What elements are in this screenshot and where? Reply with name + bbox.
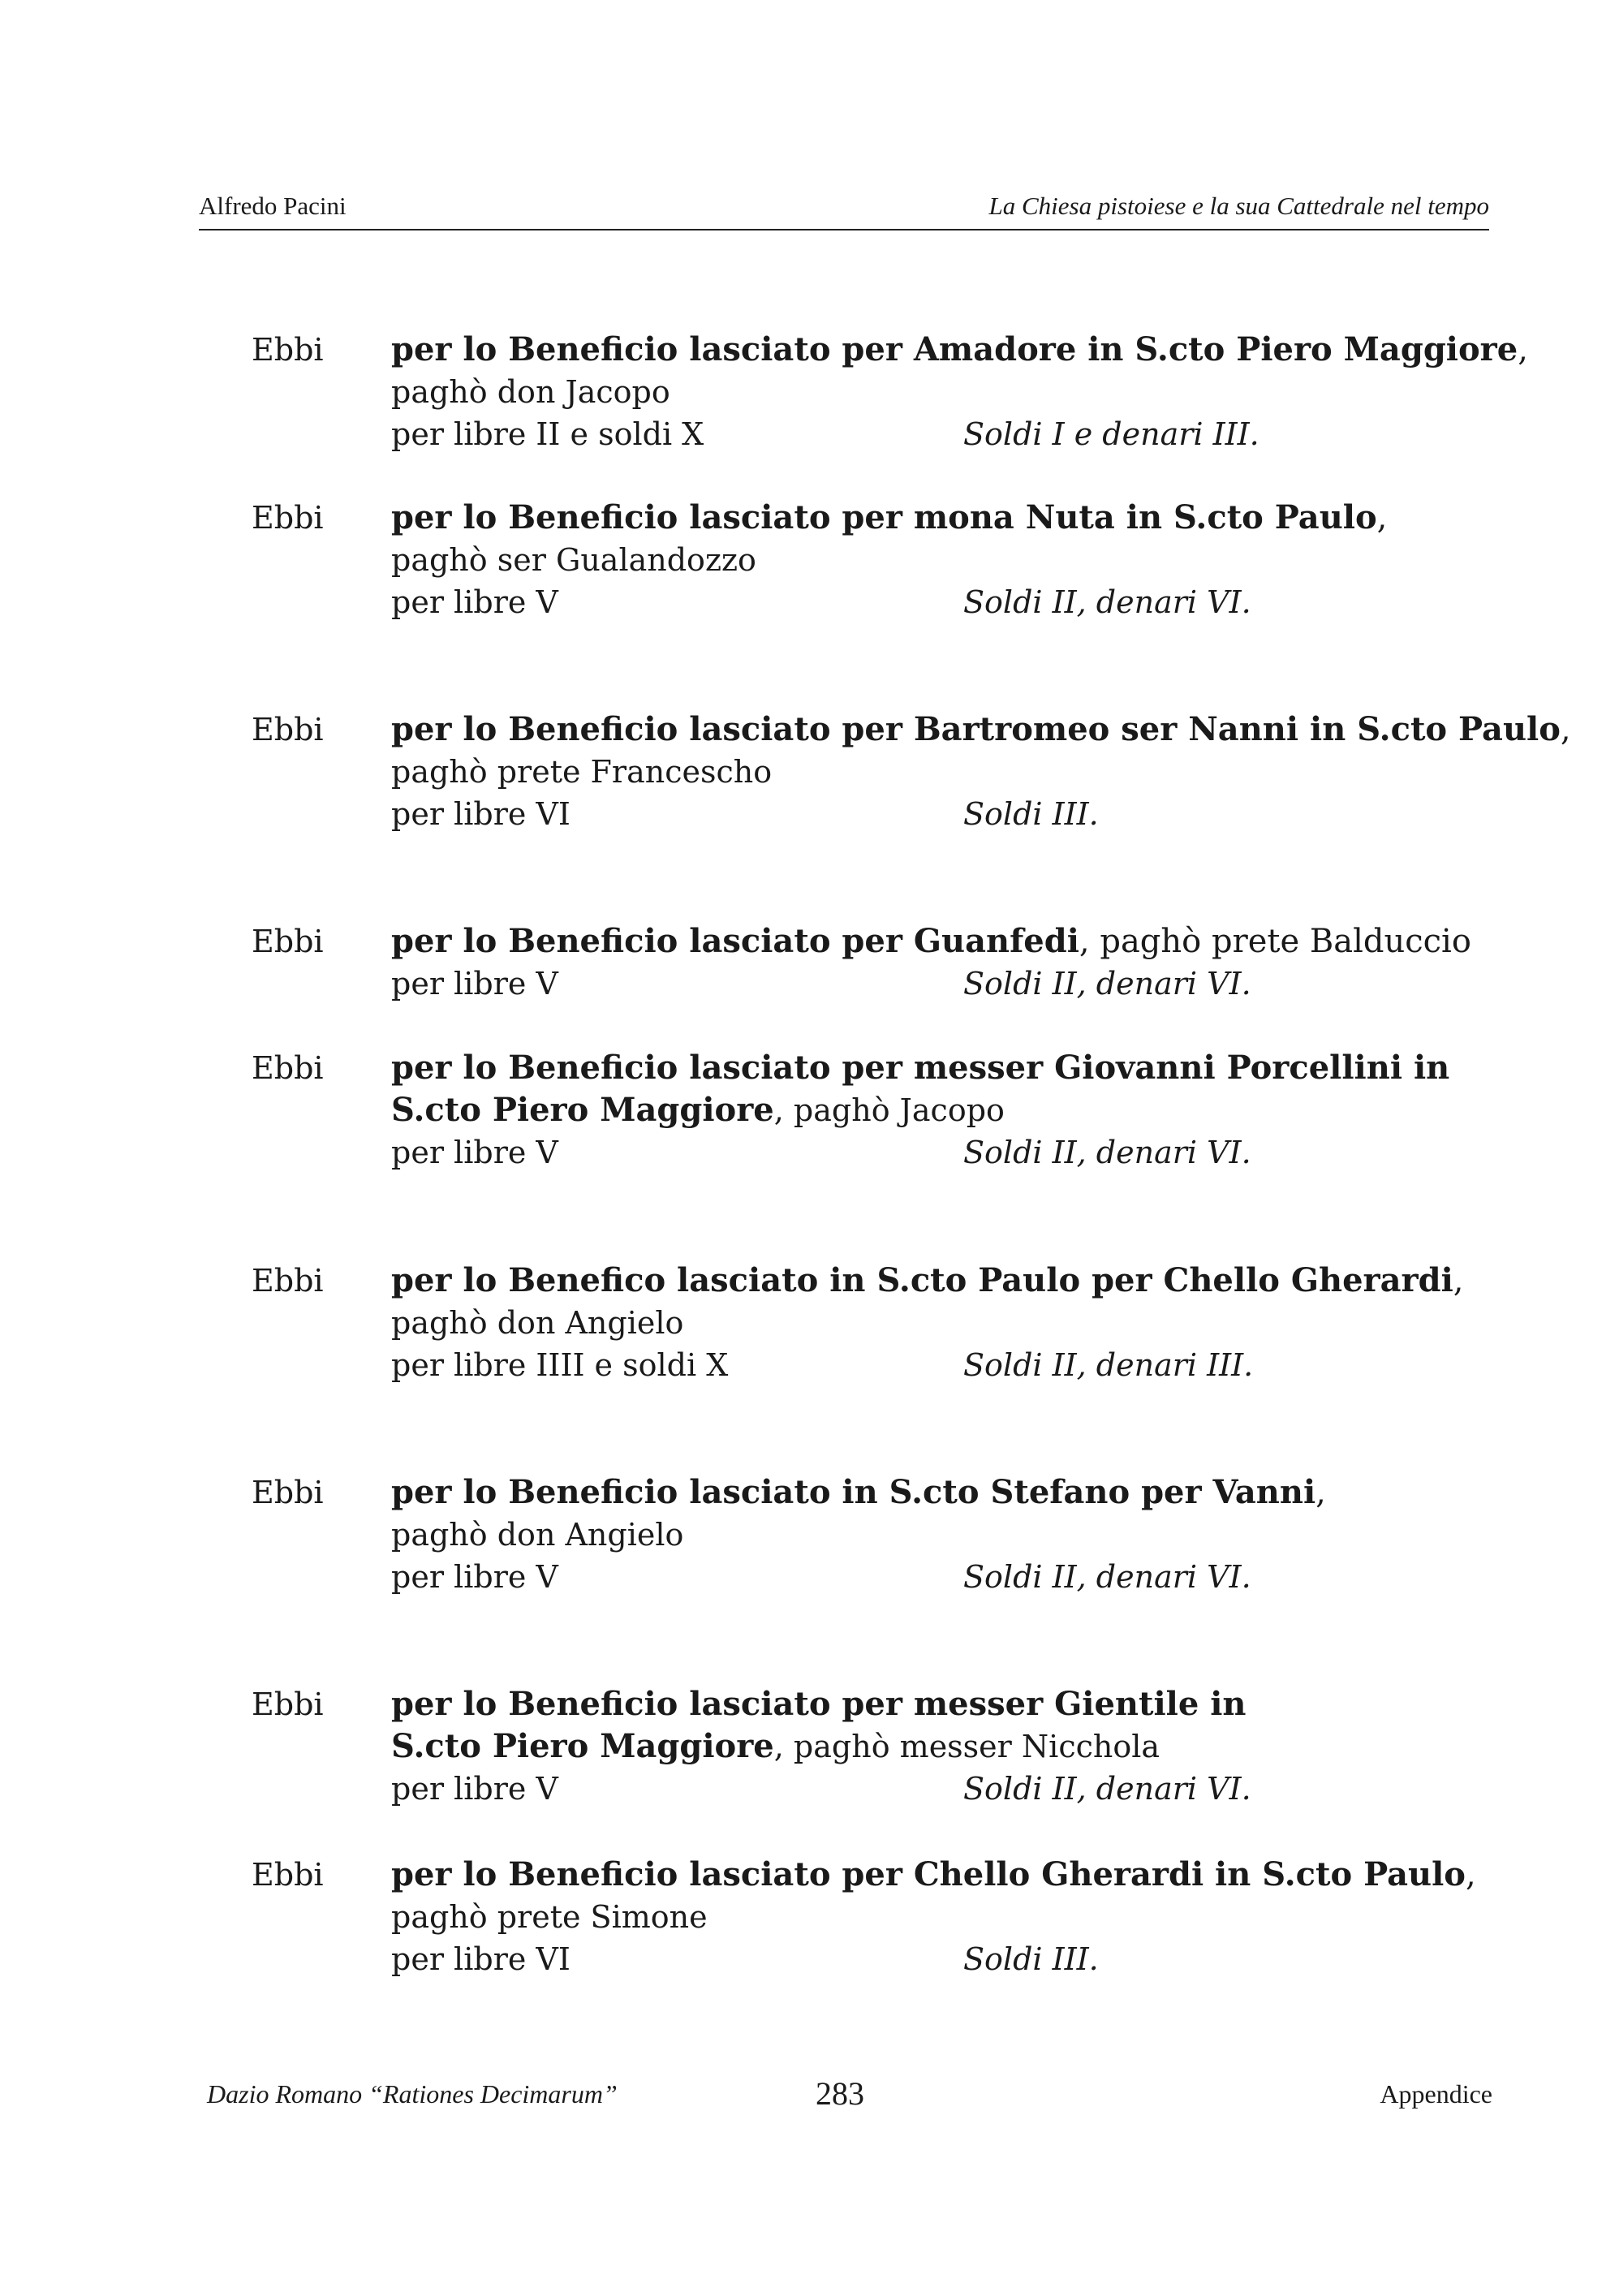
entry-line <box>391 1854 1509 1896</box>
entry-text: paghò ser Gualandozzo <box>391 542 756 578</box>
amount-basis: per libre V <box>391 584 558 620</box>
entry-line <box>391 1089 1509 1131</box>
entry-line <box>391 709 1571 751</box>
entry-text: , <box>1465 1856 1476 1893</box>
amount-row <box>391 793 1509 835</box>
amount-row <box>391 1768 1509 1810</box>
entry-line <box>391 1260 1509 1302</box>
amount-basis: per libre VI <box>391 796 571 832</box>
entry-label: Ebbi <box>252 712 324 747</box>
entry-label: Ebbi <box>252 500 324 536</box>
amount-paid: Soldi I e denari III. <box>963 416 1259 452</box>
entry-text: , paghò Jacopo <box>773 1092 1005 1128</box>
entry-line <box>391 371 1509 413</box>
entry-text: , <box>1376 499 1388 536</box>
entry-title: per lo Beneficio lasciato per Guanfedi <box>391 922 1079 960</box>
entry-text: paghò prete Francescho <box>391 754 773 790</box>
amount-paid: Soldi III. <box>963 796 1099 832</box>
entry-body <box>391 1047 1509 1174</box>
entry-text: , paghò messer Nicchola <box>773 1729 1160 1764</box>
entry-title: per lo Beneficio lasciato per mona Nuta in S.cto Paulo <box>391 498 1377 536</box>
amount-basis: per libre V <box>391 966 558 1002</box>
entry-title: per lo Beneficio lasciato per messer Giovanni Porcellini in <box>391 1049 1450 1087</box>
entry-label: Ebbi <box>252 924 324 959</box>
entry-text: paghò don Angielo <box>391 1517 684 1553</box>
amount-paid: Soldi III. <box>963 1941 1099 1977</box>
amount-row <box>391 581 1509 623</box>
entry-line <box>391 920 1509 963</box>
amount-basis: per libre II e soldi X <box>391 416 704 452</box>
entry-body <box>391 329 1528 455</box>
entry-line <box>391 539 1509 581</box>
amount-basis: per libre V <box>391 1135 558 1170</box>
entry-text: paghò don Jacopo <box>391 374 670 410</box>
entry-text: , <box>1518 331 1528 368</box>
footer-section: Appendice <box>1380 2079 1492 2109</box>
entry-title: per lo Beneficio lasciato per Chello Gherardi in S.cto Paulo <box>391 1855 1466 1893</box>
entry-line <box>391 1725 1509 1768</box>
page-footer <box>207 2074 1492 2115</box>
entry-body <box>391 497 1509 623</box>
entry-body <box>391 1260 1509 1386</box>
amount-basis: per libre VI <box>391 1941 571 1977</box>
entry-line <box>391 1514 1509 1556</box>
entry-line <box>391 1047 1509 1089</box>
amount-row <box>391 1556 1509 1598</box>
entry-text: , paghò prete Balduccio <box>1079 923 1471 960</box>
entry-label: Ebbi <box>252 1475 324 1510</box>
entry-label: Ebbi <box>252 1263 324 1299</box>
entry-text: , <box>1315 1474 1326 1511</box>
entry-text: , <box>1560 711 1571 748</box>
entry-body <box>391 1471 1509 1598</box>
entry-line <box>391 751 1509 793</box>
entry-body <box>391 1854 1509 1980</box>
entry-body <box>391 1683 1509 1810</box>
amount-row <box>391 1938 1509 1980</box>
entry-label: Ebbi <box>252 332 324 368</box>
entry-line <box>391 329 1528 371</box>
amount-row <box>391 413 1509 455</box>
entry-title: S.cto Piero Maggiore <box>391 1091 774 1129</box>
amount-paid: Soldi II, denari VI. <box>963 1771 1251 1807</box>
amount-paid: Soldi II, denari VI. <box>963 584 1251 620</box>
entry-title: S.cto Piero Maggiore <box>391 1727 774 1765</box>
entry-body <box>391 709 1571 835</box>
entry-line <box>391 1896 1509 1938</box>
amount-row <box>391 963 1509 1005</box>
amount-paid: Soldi II, denari VI. <box>963 966 1251 1002</box>
amount-row <box>391 1344 1509 1386</box>
amount-basis: per libre IIII e soldi X <box>391 1347 729 1383</box>
page-number: 283 <box>816 2075 864 2112</box>
header-author: Alfredo Pacini <box>199 192 347 220</box>
footer-series: Dazio Romano “Rationes Decimarum” <box>207 2079 618 2109</box>
entry-text: paghò don Angielo <box>391 1305 684 1341</box>
amount-paid: Soldi II, denari III. <box>963 1347 1254 1383</box>
entry-line <box>391 497 1509 539</box>
entry-line <box>391 1683 1509 1725</box>
entry-title: per lo Beneficio lasciato per Amadore in S.cto Piero Maggiore <box>391 330 1518 368</box>
entry-label: Ebbi <box>252 1857 324 1893</box>
page-header <box>199 188 1489 230</box>
entry-title: per lo Beneficio lasciato in S.cto Stefano per Vanni <box>391 1473 1316 1511</box>
amount-basis: per libre V <box>391 1559 558 1595</box>
entry-label: Ebbi <box>252 1686 324 1722</box>
entry-title: per lo Benefico lasciato in S.cto Paulo per Chello Gherardi <box>391 1261 1453 1299</box>
entry-line <box>391 1302 1509 1344</box>
amount-basis: per libre V <box>391 1771 558 1807</box>
amount-row <box>391 1131 1509 1174</box>
entry-title: per lo Beneficio lasciato per Bartromeo ser Nanni in S.cto Paulo <box>391 710 1561 748</box>
entry-title: per lo Beneficio lasciato per messer Gientile in <box>391 1685 1247 1723</box>
header-book-title: La Chiesa pistoiese e la sua Cattedrale nel tempo <box>988 192 1489 220</box>
amount-paid: Soldi II, denari VI. <box>963 1559 1251 1595</box>
entry-label: Ebbi <box>252 1050 324 1086</box>
entry-text: , <box>1453 1262 1464 1299</box>
entry-line <box>391 1471 1509 1514</box>
amount-paid: Soldi II, denari VI. <box>963 1135 1251 1170</box>
entry-body <box>391 920 1509 1005</box>
entry-text: paghò prete Simone <box>391 1899 708 1935</box>
